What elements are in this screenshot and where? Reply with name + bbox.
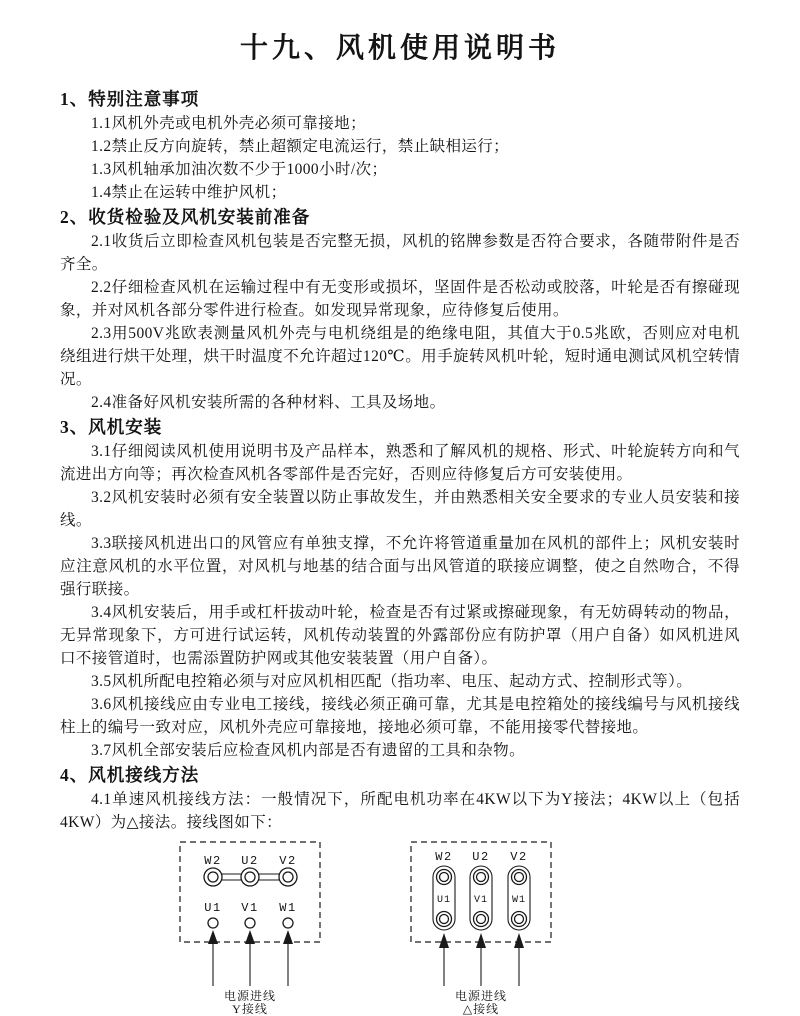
wiring-diagrams: [60, 840, 740, 1016]
diagram-caption-delta: [455, 988, 507, 1016]
paragraph-2-2: 2.2仔细检查风机在运输过程中有无变形或损坏，坚固件是否松动或胶落，叶轮是否有擦碰现象，并对风机各部分零件进行检查。如发现异常现象，应待修复后使用。: [60, 279, 740, 319]
svg-text:V2: V2: [510, 850, 528, 864]
terminal-link-u2-v1: [470, 850, 492, 930]
paragraph-3-5: 3.5风机所配电控箱必须与对应风机相匹配（指功率、电压、起动方式、控制形式等）。: [91, 673, 693, 690]
paragraph-2-4: 2.4准备好风机安装所需的各种材料、工具及场地。: [91, 394, 446, 411]
terminal-top-u2: [241, 854, 259, 886]
svg-text:U2: U2: [241, 854, 259, 868]
terminal-top-w2: [204, 854, 222, 886]
svg-text:V2: V2: [279, 854, 297, 868]
paragraph-3-1: 3.1仔细阅读风机使用说明书及产品样本，熟悉和了解风机的规格、形式、叶轮旋转方向和气流进出方向等；再次检查风机各零部件是否完好，否则应待修复后方可安装使用。: [60, 443, 740, 483]
wiring-diagram-delta: [409, 840, 554, 1016]
paragraph-3-3: 3.3联接风机进出口的风管应有单独支撑，不允许将管道重量加在风机的部件上；风机安装时应注意风机的水平位置，对风机与地基的结合面与出风管道的联接应调整，使之自然吻合，不得强行联接。: [60, 535, 740, 598]
paragraph-1-2: 1.2禁止反方向旋转，禁止超额定电流运行，禁止缺相运行；: [91, 138, 510, 155]
page-title: 十九、风机使用说明书: [239, 33, 560, 64]
svg-text:电源进线: 电源进线: [454, 989, 508, 1003]
power-inlet-arrows: [439, 933, 524, 986]
paragraph-2-1: 2.1收货后立即检查风机包装是否完整无损，风机的铭牌参数是否符合要求，各随带附件是否齐全。: [60, 233, 740, 273]
paragraph-3-4: 3.4风机安装后，用手或杠杆拔动叶轮，检查是否有过紧或擦碰现象，有无妨碍转动的物品，无异常现象下，方可进行试运转，风机传动装置的外露部份应有防护罩（用户自备）如风机进风口不接管道时，也需添置防护网或其他安装装置（用户自备）。: [60, 604, 740, 667]
terminal-bottom-w1: [279, 901, 296, 928]
svg-text:U2: U2: [472, 850, 490, 864]
terminal-top-v2: [279, 854, 297, 886]
paragraph-2-3: 2.3用500V兆欧表测量风机外壳与电机绕组是的绝缘电阻，其值大于0.5兆欧，否则应对电机绕组进行烘干处理，烘干时温度不允许超过120℃。用手旋转风机叶轮，短时通电测试风机空转情况。: [60, 325, 740, 388]
terminal-link-w2-u1: [433, 850, 455, 930]
y-connection-drawing: [178, 840, 323, 1016]
paragraph-3-7: 3.7风机全部安装后应检查风机内部是否有遗留的工具和杂物。: [91, 742, 525, 759]
section-heading-2: 2、收货检验及风机安装前准备: [60, 207, 311, 227]
svg-text:V1: V1: [241, 901, 259, 915]
svg-text:W1: W1: [511, 895, 527, 906]
section-heading-1: 1、特别注意事项: [60, 89, 200, 109]
terminal-bottom-v1: [241, 901, 258, 928]
svg-text:V1: V1: [473, 895, 489, 906]
paragraph-1-4: 1.4禁止在运转中维护风机；: [91, 184, 287, 201]
svg-text:U1: U1: [204, 901, 222, 915]
terminal-bottom-u1: [204, 901, 221, 928]
svg-text:△接线: △接线: [462, 1002, 500, 1016]
section-wiring-method: [60, 762, 740, 834]
section-receiving-inspection: [60, 204, 740, 414]
svg-text:电源进线: 电源进线: [223, 989, 277, 1003]
diagram-caption-y: [224, 988, 276, 1016]
svg-text:W2: W2: [204, 854, 222, 868]
paragraph-3-6: 3.6风机接线应由专业电工接线，接线必须正确可靠，尤其是电控箱处的接线编号与风机接线柱上的编号一致对应，风机外壳应可靠接地，接地必须可靠，不能用接零代替接地。: [60, 696, 740, 736]
power-inlet-arrows: [208, 930, 293, 986]
svg-text:W1: W1: [279, 901, 297, 915]
section-fan-installation: [60, 414, 740, 762]
section-heading-3: 3、风机安装: [60, 417, 163, 437]
section-heading-4: 4、风机接线方法: [60, 765, 200, 785]
paragraph-3-2: 3.2风机安装时必须有安全装置以防止事故发生，并由熟悉相关安全要求的专业人员安装和接线。: [60, 489, 740, 529]
svg-text:U1: U1: [436, 895, 452, 906]
svg-text:Y接线: Y接线: [232, 1002, 268, 1016]
paragraph-4-1: 4.1单速风机接线方法：一般情况下，所配电机功率在4KW以下为Y接法；4KW以上（包括4KW）为△接法。接线图如下：: [60, 791, 740, 831]
wiring-diagram-y: [178, 840, 323, 1016]
paragraph-1-1: 1.1风机外壳或电机外壳必须可靠接地；: [91, 115, 366, 132]
svg-text:W2: W2: [435, 850, 453, 864]
terminal-link-v2-w1: [508, 850, 530, 930]
paragraph-1-3: 1.3风机轴承加油次数不少于1000小时/次；: [91, 161, 388, 178]
delta-connection-drawing: [409, 840, 554, 1016]
section-special-notes: [60, 86, 740, 204]
